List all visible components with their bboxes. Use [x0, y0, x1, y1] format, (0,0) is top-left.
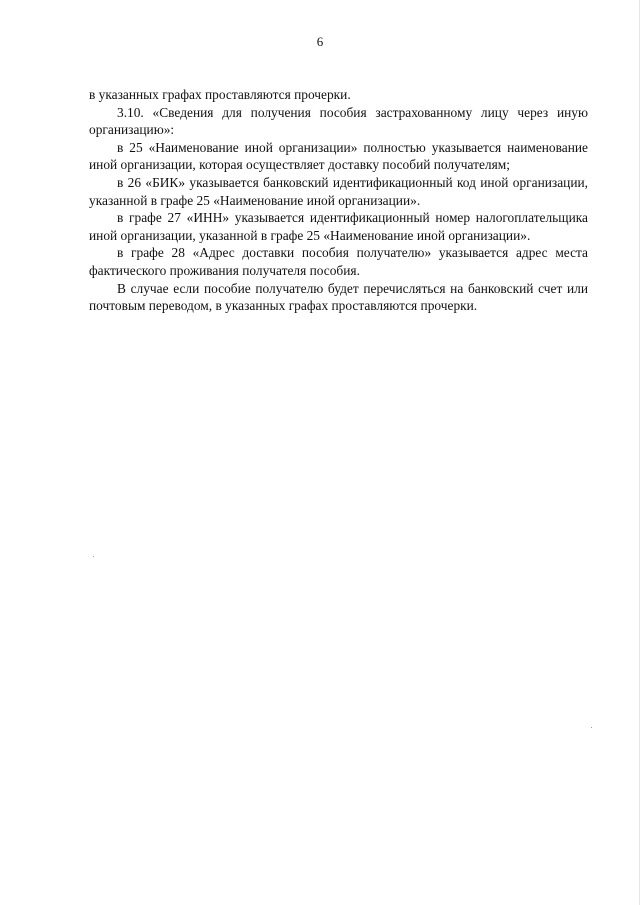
- paragraph-field-26: в 26 «БИК» указывается банковский идентификационный код иной организации, указанной в графе 25 «Наименование иной организации».: [89, 174, 588, 208]
- paragraph-field-28: в графе 28 «Адрес доставки пособия получателю» указывается адрес места фактического проживания получателя пособия.: [89, 245, 588, 278]
- scan-speck: [591, 727, 592, 728]
- document-body: [89, 86, 588, 315]
- paragraph-section-3-10: 3.10. «Сведения для получения пособия застрахованному лицу через иную организацию»:: [89, 104, 588, 138]
- paragraph-continuation: в указанных графах проставляются прочерки.: [89, 87, 351, 102]
- scan-speck: [93, 556, 94, 557]
- paragraph-field-27: в графе 27 «ИНН» указывается идентификационный номер налогоплательщика иной организации, указанной в графе 25 «Наименование иной организации».: [89, 210, 588, 243]
- paragraph-transfer-note: В случае если пособие получателю будет перечисляться на банковский счет или почтовым переводом, в указанных графах проставляются прочерки.: [89, 280, 588, 314]
- page-number: 6: [316, 34, 324, 49]
- paragraph-field-25: в 25 «Наименование иной организации» полностью указывается наименование иной организации, которая осуществляет доставку пособий получателям;: [89, 139, 588, 173]
